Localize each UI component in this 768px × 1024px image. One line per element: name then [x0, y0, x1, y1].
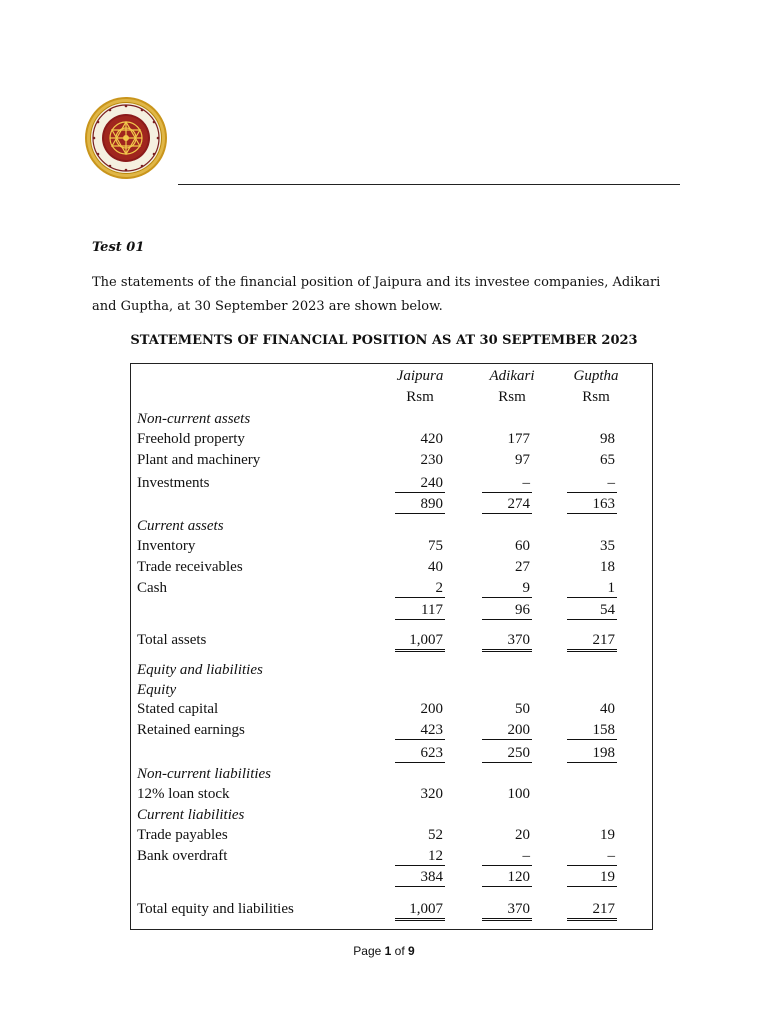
row-label: Retained earnings	[137, 722, 245, 738]
cell-jaipura: 1,007	[395, 901, 445, 921]
column-header-adikari: Adikari	[489, 368, 535, 384]
footer-page-number: 1	[384, 944, 392, 958]
page-footer	[0, 944, 768, 958]
table-row	[131, 848, 652, 868]
intro-paragraph	[92, 271, 688, 319]
cell-jaipura: 623	[395, 745, 445, 763]
cell-jaipura: 2	[395, 580, 445, 598]
section-equity: Equity	[137, 682, 177, 698]
section-current-assets: Current assets	[137, 518, 224, 534]
cell-adikari: 200	[482, 722, 532, 740]
table-row	[131, 431, 652, 451]
row-label: Investments	[137, 475, 210, 491]
cell-guptha: 65	[600, 452, 615, 468]
total-row	[131, 901, 652, 921]
cell-guptha: 35	[600, 538, 615, 554]
table-row	[131, 452, 652, 472]
section-non-current-liabilities: Non-current liabilities	[137, 766, 272, 782]
cell-guptha: 98	[600, 431, 615, 447]
column-header-row	[131, 368, 652, 388]
footer-prefix: Page	[353, 944, 382, 958]
cell-jaipura: 423	[395, 722, 445, 740]
section-non-current-assets: Non-current assets	[137, 411, 251, 427]
row-label: Freehold property	[137, 431, 245, 447]
table-row	[131, 475, 652, 495]
unit-header-row	[131, 389, 652, 409]
column-header-jaipura: Jaipura	[396, 368, 444, 384]
subtotal-row	[131, 869, 652, 889]
section-label-row	[131, 807, 652, 827]
cell-guptha: 158	[567, 722, 617, 740]
cell-adikari: 370	[482, 901, 532, 921]
table-row	[131, 722, 652, 742]
section-equity-and-liabilities: Equity and liabilities	[137, 662, 263, 678]
table-row	[131, 786, 652, 806]
cell-jaipura: 75	[428, 538, 443, 554]
cell-jaipura: 890	[395, 496, 445, 514]
cell-adikari: 370	[482, 632, 532, 652]
intro-text: The statements of the financial position of Jaipura and its investee companies, Adikari and Guptha, at 30 September 2023 are shown below.	[92, 275, 661, 314]
row-label: Trade payables	[137, 827, 228, 843]
section-label-row	[131, 766, 652, 786]
unit-adikari: Rsm	[498, 389, 526, 405]
cell-jaipura: 200	[420, 701, 443, 717]
cell-jaipura: 384	[395, 869, 445, 887]
cell-adikari: 20	[515, 827, 530, 843]
cell-jaipura: 12	[395, 848, 445, 866]
row-label: Plant and machinery	[137, 452, 261, 468]
row-label: Trade receivables	[137, 559, 243, 575]
university-seal-logo	[84, 96, 168, 180]
cell-jaipura: 420	[420, 431, 443, 447]
cell-guptha: 217	[567, 901, 617, 921]
cell-guptha: 217	[567, 632, 617, 652]
cell-jaipura: 117	[395, 602, 445, 620]
cell-adikari: 50	[515, 701, 530, 717]
cell-jaipura: 40	[428, 559, 443, 575]
cell-jaipura: 320	[420, 786, 443, 802]
cell-adikari: 100	[507, 786, 530, 802]
table-row	[131, 701, 652, 721]
row-label: Cash	[137, 580, 167, 596]
cell-adikari: 250	[482, 745, 532, 763]
cell-adikari: –	[482, 848, 532, 866]
cell-jaipura: 230	[420, 452, 443, 468]
row-label: 12% loan stock	[137, 786, 230, 802]
financial-position-table	[130, 363, 653, 930]
total-row	[131, 632, 652, 652]
section-label-row	[131, 682, 652, 702]
section-current-liabilities: Current liabilities	[137, 807, 245, 823]
cell-adikari: 27	[515, 559, 530, 575]
row-label: Bank overdraft	[137, 848, 228, 864]
section-label-row	[131, 518, 652, 538]
cell-guptha: 163	[567, 496, 617, 514]
cell-guptha: 54	[567, 602, 617, 620]
cell-jaipura: 52	[428, 827, 443, 843]
unit-guptha: Rsm	[582, 389, 610, 405]
cell-jaipura: 240	[395, 475, 445, 493]
cell-adikari: 120	[482, 869, 532, 887]
cell-guptha: 18	[600, 559, 615, 575]
header-divider	[178, 184, 680, 185]
cell-adikari: –	[482, 475, 532, 493]
footer-separator: of	[394, 944, 405, 958]
cell-jaipura: 1,007	[395, 632, 445, 652]
subtotal-row	[131, 745, 652, 765]
section-label-row	[131, 411, 652, 431]
cell-guptha: 19	[567, 869, 617, 887]
row-label: Inventory	[137, 538, 196, 554]
cell-adikari: 177	[507, 431, 530, 447]
cell-adikari: 60	[515, 538, 530, 554]
unit-jaipura: Rsm	[406, 389, 434, 405]
column-header-guptha: Guptha	[573, 368, 619, 384]
row-label: Total assets	[137, 632, 207, 648]
cell-adikari: 274	[482, 496, 532, 514]
footer-page-total: 9	[408, 944, 415, 958]
cell-guptha: 198	[567, 745, 617, 763]
table-row	[131, 827, 652, 847]
cell-guptha: –	[567, 475, 617, 493]
cell-guptha: –	[567, 848, 617, 866]
subtotal-row	[131, 602, 652, 622]
row-label: Total equity and liabilities	[137, 901, 294, 917]
subtotal-row	[131, 496, 652, 516]
table-row	[131, 580, 652, 600]
cell-adikari: 97	[515, 452, 530, 468]
table-row	[131, 559, 652, 579]
row-label: Stated capital	[137, 701, 219, 717]
statement-heading: STATEMENTS OF FINANCIAL POSITION AS AT 30 SEPTEMBER 2023	[130, 333, 638, 348]
table-row	[131, 538, 652, 558]
cell-adikari: 9	[482, 580, 532, 598]
cell-guptha: 1	[567, 580, 617, 598]
section-label-row	[131, 662, 652, 682]
test-title: Test 01	[92, 240, 145, 255]
cell-adikari: 96	[482, 602, 532, 620]
cell-guptha: 40	[600, 701, 615, 717]
cell-guptha: 19	[600, 827, 615, 843]
